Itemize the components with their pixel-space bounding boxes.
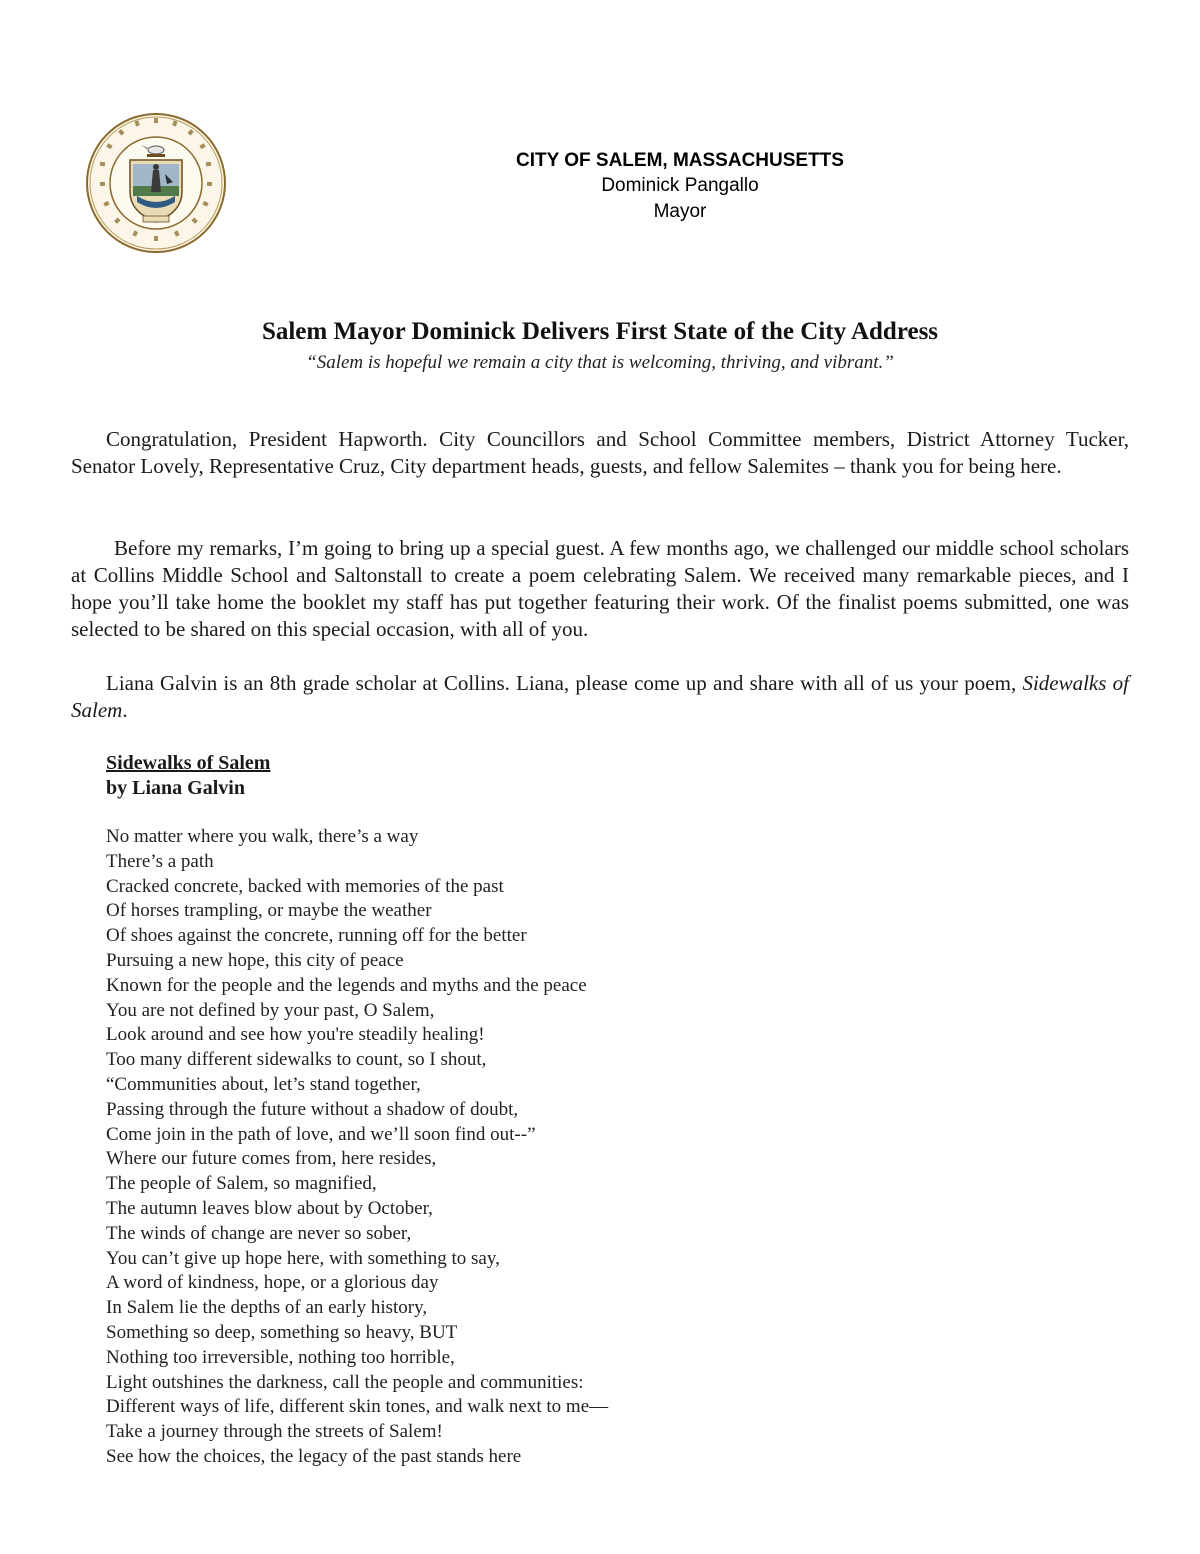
poem-line: The people of Salem, so magnified, (106, 1173, 377, 1195)
poem-line: There’s a path (106, 850, 214, 872)
poem-line: See how the choices, the legacy of the past stands here (106, 1445, 522, 1467)
poem-line: Different ways of life, different skin tones, and walk next to me— (106, 1396, 609, 1418)
poem-line: Cracked concrete, backed with memories of the past (106, 875, 504, 897)
poem-line: Nothing too irreversible, nothing too horrible, (106, 1346, 455, 1368)
poem-line: In Salem lie the depths of an early history, (106, 1297, 428, 1319)
poem-line: Passing through the future without a shadow of doubt, (106, 1098, 519, 1120)
poem-line: Take a journey through the streets of Salem! (106, 1421, 443, 1443)
poem-line: You are not defined by your past, O Salem, (106, 999, 435, 1021)
poem-line: Of shoes against the concrete, running off for the better (106, 925, 527, 947)
paragraph-greeting: Congratulation, President Hapworth. City Councillors and School Committee members, District Attorney Tucker, Senator Lovely, Representative Cruz, City department heads, guests, and fellow Salemites – thank you for being here. (71, 427, 1129, 478)
city-name: CITY OF SALEM, MASSACHUSETTS (516, 150, 844, 171)
poem-line: No matter where you walk, there’s a way (106, 826, 419, 847)
poem-line: You can’t give up hope here, with something to say, (106, 1247, 500, 1269)
poem-line: Known for the people and the legends and myths and the peace (106, 974, 587, 996)
poem-line: Look around and see how you're steadily healing! (106, 1024, 485, 1046)
letterhead (460, 148, 900, 225)
poem-author: by Liana Galvin (106, 777, 245, 799)
document-title: Salem Mayor Dominick Delivers First State of the City Address (261, 318, 939, 345)
poem-line: Come join in the path of love, and we’ll soon find out--” (106, 1123, 536, 1145)
document-subtitle-quote: “Salem is hopeful we remain a city that is welcoming, thriving, and vibrant.” (306, 352, 894, 373)
poem-line: The autumn leaves blow about by October, (106, 1197, 433, 1219)
poem-line: Pursuing a new hope, this city of peace (106, 949, 404, 971)
city-seal-logo (85, 112, 227, 254)
poem-line: Where our future comes from, here resides, (106, 1148, 437, 1170)
mayor-title: Mayor (653, 201, 707, 222)
poem-line: Something so deep, something so heavy, BUT (106, 1321, 458, 1343)
poem-line: Light outshines the darkness, call the people and communities: (106, 1371, 584, 1393)
introduction-end: . (122, 698, 128, 722)
mayor-name: Dominick Pangallo (601, 175, 759, 196)
poem-line: Too many different sidewalks to count, so I shout, (106, 1049, 487, 1071)
poem-body (106, 825, 608, 1470)
poem-line: “Communities about, let’s stand together, (106, 1073, 421, 1095)
paragraph-introduction (71, 670, 1129, 724)
poem-line: Of horses trampling, or maybe the weather (106, 900, 432, 922)
poem-reference: Sidewalks of Salem (71, 671, 1129, 722)
poem-line: The winds of change are never so sober, (106, 1222, 412, 1244)
paragraph-special-guest: Before my remarks, I’m going to bring up a special guest. A few months ago, we challenged our middle school scholars at Collins Middle School and Saltonstall to create a poem celebrating Salem. We received many remarkable pieces, and I hope you’ll take home the booklet my staff has put together featuring their work. Of the finalist poems submitted, one was selected to be shared on this special occasion, with all of you. (71, 536, 1129, 641)
introduction-text: Liana Galvin is an 8th grade scholar at Collins. Liana, please come up and share with all of us your poem, (106, 671, 1017, 695)
poem-line: A word of kindness, hope, or a glorious day (106, 1272, 439, 1294)
poem-title: Sidewalks of Salem (106, 752, 271, 774)
